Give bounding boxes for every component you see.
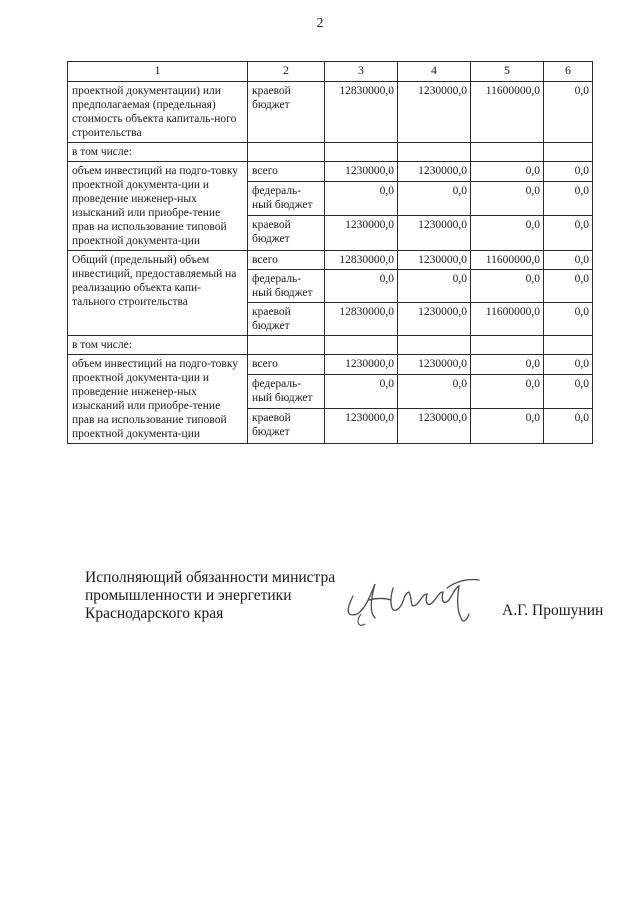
amount-cell: 0,0 [544,303,593,336]
empty-cell [325,143,398,162]
amount-cell: 0,0 [544,162,593,182]
amount-cell: 12830000,0 [325,82,398,143]
amount-cell: 0,0 [544,409,593,444]
funding-source: федераль-ный бюджет [248,181,325,216]
amount-cell: 0,0 [398,181,471,216]
amount-cell: 1230000,0 [398,82,471,143]
section-label-row [68,143,593,162]
header-cell: 2 [248,62,325,82]
amount-cell: 0,0 [471,181,544,216]
table-row [68,251,593,270]
amount-cell: 0,0 [471,409,544,444]
header-cell: 4 [398,62,471,82]
amount-cell: 11600000,0 [471,82,544,143]
amount-cell: 0,0 [398,374,471,409]
funding-source: федераль-ный бюджет [248,374,325,409]
header-cell: 5 [471,62,544,82]
indicator-description: объем инвестиций на подго-товку проектной документа-ции и проведение инженер-ных изысканий или приобре-тение прав на использование типовой проектной документа-ции [68,162,248,251]
amount-cell: 1230000,0 [398,162,471,182]
amount-cell: 0,0 [544,270,593,303]
empty-cell [544,336,593,355]
amount-cell: 0,0 [471,374,544,409]
empty-cell [471,143,544,162]
empty-cell [248,143,325,162]
empty-cell [398,336,471,355]
position-line: Исполняющий обязанности министра [85,569,336,586]
funding-source: краевой бюджет [248,216,325,251]
handwritten-signature [335,558,495,638]
empty-cell [544,143,593,162]
empty-cell [248,336,325,355]
indicator-description: объем инвестиций на подго-товку проектной документа-ции и проведение инженер-ных изысканий или приобре-тение прав на использование типовой проектной документа-ции [68,355,248,444]
indicator-description: проектной документации) или предполагаемая (предельная) стоимость объекта капиталь-ного строительства [68,82,248,143]
amount-cell: 0,0 [544,82,593,143]
funding-source: краевой бюджет [248,409,325,444]
empty-cell [398,143,471,162]
amount-cell: 0,0 [471,216,544,251]
empty-cell [325,336,398,355]
position-line: промышленности и энергетики [85,587,292,604]
table-row [68,355,593,375]
amount-cell: 12830000,0 [325,303,398,336]
amount-cell: 0,0 [544,251,593,270]
header-cell: 3 [325,62,398,82]
funding-source: всего [248,355,325,375]
header-cell: 1 [68,62,248,82]
amount-cell: 0,0 [471,162,544,182]
table-row [68,82,593,143]
indicator-description: Общий (предельный) объем инвестиций, предоставляемый на реализацию объекта капи-тального строительства [68,251,248,336]
amount-cell: 0,0 [544,355,593,375]
amount-cell: 0,0 [471,270,544,303]
funding-source: краевой бюджет [248,82,325,143]
amount-cell: 0,0 [544,216,593,251]
amount-cell: 1230000,0 [398,216,471,251]
amount-cell: 1230000,0 [398,303,471,336]
position-line: Краснодарского края [85,605,224,622]
amount-cell: 11600000,0 [471,303,544,336]
funding-source: краевой бюджет [248,303,325,336]
section-label: в том числе: [68,143,248,162]
section-label: в том числе: [68,336,248,355]
amount-cell: 0,0 [325,374,398,409]
amount-cell: 0,0 [325,270,398,303]
table-row [68,162,593,182]
section-label-row [68,336,593,355]
funding-source: федераль-ный бюджет [248,270,325,303]
signatory-position [85,569,335,623]
amount-cell: 0,0 [471,355,544,375]
amount-cell: 11600000,0 [471,251,544,270]
empty-cell [471,336,544,355]
amount-cell: 12830000,0 [325,251,398,270]
amount-cell: 0,0 [398,270,471,303]
amount-cell: 1230000,0 [325,409,398,444]
table-header-row [68,62,593,82]
amount-cell: 1230000,0 [398,251,471,270]
investment-table [67,61,593,444]
amount-cell: 0,0 [325,181,398,216]
funding-source: всего [248,251,325,270]
amount-cell: 1230000,0 [325,355,398,375]
amount-cell: 1230000,0 [325,162,398,182]
signatory-name: А.Г. Прошунин [502,602,604,619]
amount-cell: 1230000,0 [325,216,398,251]
header-cell: 6 [544,62,593,82]
amount-cell: 1230000,0 [398,355,471,375]
page-number: 2 [316,16,324,31]
amount-cell: 0,0 [544,374,593,409]
amount-cell: 0,0 [544,181,593,216]
funding-source: всего [248,162,325,182]
amount-cell: 1230000,0 [398,409,471,444]
